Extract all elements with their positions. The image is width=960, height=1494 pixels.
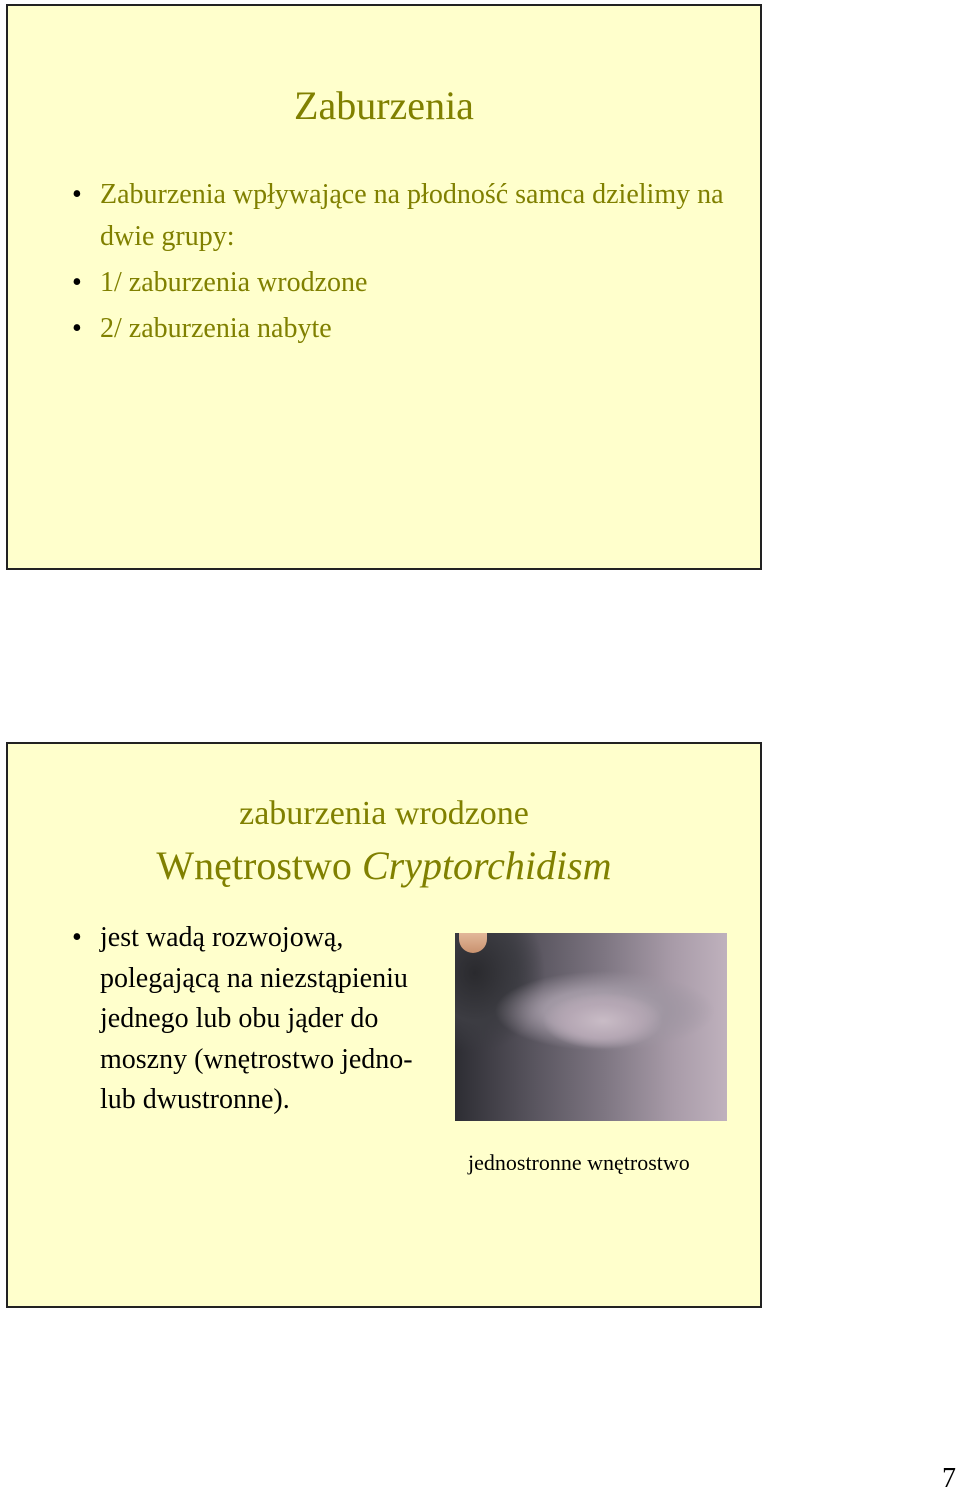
bullet-text: 2/ zaburzenia nabyte bbox=[100, 313, 332, 344]
title-latin: Cryptorchidism bbox=[361, 843, 612, 888]
slide-2-subtitle: zaburzenia wrodzone bbox=[239, 795, 529, 832]
title-polish: Wnętrostwo bbox=[156, 843, 352, 888]
slide-1-title: Zaburzenia bbox=[294, 83, 474, 128]
photo-caption: jednostronne wnętrostwo bbox=[468, 1150, 690, 1175]
slide-1-bullet-list bbox=[70, 174, 730, 354]
bullet-item bbox=[70, 174, 730, 258]
slide-2-title bbox=[8, 842, 760, 890]
slide-1 bbox=[6, 4, 762, 570]
bullet-text: jest wadą rozwojową, polegającą na niezstąpieniu jednego lub obu jąder do moszny (wnętrostwo jedno- lub dwustronne). bbox=[100, 922, 413, 1115]
bullet-icon: • bbox=[72, 179, 82, 210]
bullet-item bbox=[70, 262, 730, 304]
cryptorchidism-photo bbox=[455, 933, 727, 1121]
slide-2-bullet-list bbox=[70, 918, 430, 1121]
bullet-text: Zaburzenia wpływające na płodność samca dzielimy na dwie grupy: bbox=[100, 179, 724, 252]
bullet-icon: • bbox=[72, 922, 82, 953]
bullet-item bbox=[70, 918, 430, 1121]
bullet-icon: • bbox=[72, 267, 82, 298]
page-number: 7 bbox=[942, 1463, 956, 1494]
slide-2 bbox=[6, 742, 762, 1308]
bullet-icon: • bbox=[72, 313, 82, 344]
bullet-text: 1/ zaburzenia wrodzone bbox=[100, 267, 368, 298]
bullet-item bbox=[70, 308, 730, 350]
finger-shape bbox=[459, 933, 487, 953]
